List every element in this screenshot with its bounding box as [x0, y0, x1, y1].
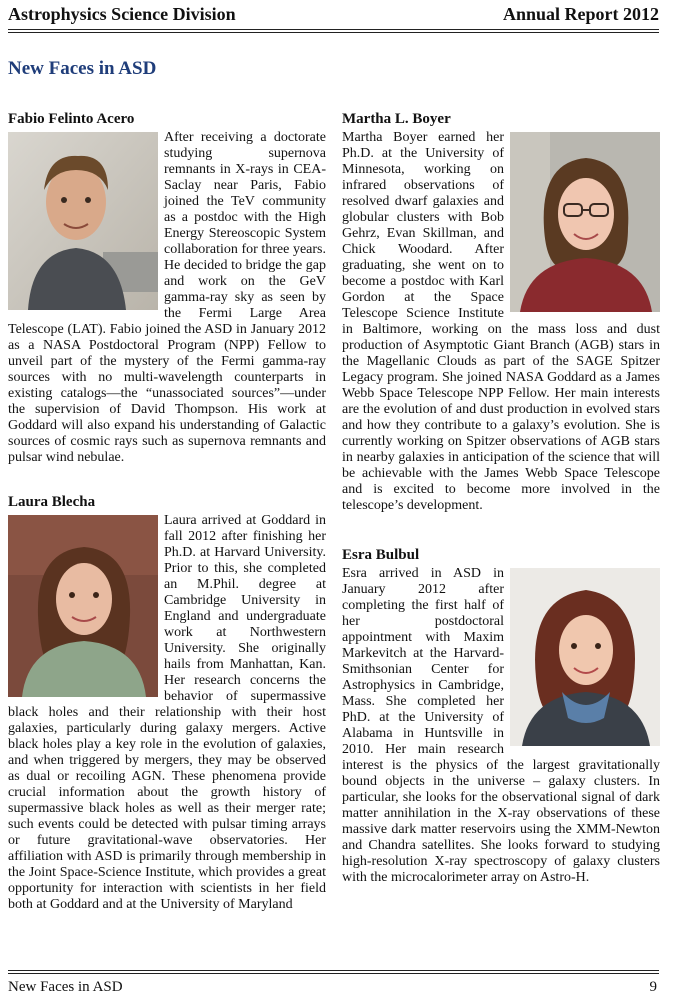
page-number: 9 — [649, 979, 657, 995]
person-name: Laura Blecha — [8, 494, 96, 510]
profile-bulbul — [342, 546, 660, 886]
header-rule-secondary — [8, 32, 659, 33]
person-bio: After receiving a doctorate studying supernova remnants in X-rays in CEA-Saclay near Paris, Fabio joined the TeV community as a postdoc with the High Energy Stereoscopic System collaboration for three years. He decided to bridge the gap and work on the GeV gamma-ray sky as seen by the Fermi Large Area Telescope (LAT). Fabio joined the ASD in January 2012 as a NASA Postdoctoral Program (NPP) Fellow to unveil part of the mystery of the Fermi gamma-ray sources with no multi-wavelength counterparts in existing catalogs—the “unassociated sources”—under the supervision of David Thompson. His work at Goddard will also expand his understanding of Galactic sources of cosmic rays such as supernova remnants and pulsar wind nebulae. — [8, 130, 326, 465]
portrait-photo — [510, 568, 660, 746]
running-header-title: Astrophysics Science Division — [8, 4, 236, 24]
footer-rule — [8, 970, 659, 971]
running-header-report: Annual Report 2012 — [502, 4, 659, 24]
person-name: Fabio Felinto Acero — [8, 111, 135, 127]
person-bio: Martha Boyer earned her Ph.D. at the University of Minnesota, working on infrared observations of resolved dwarf galaxies and globular clusters with Bob Gehrz, Evan Skillman, and Chick Woodard. After graduating, she went on to become a postdoc with Karl Gordon at the Space Telescope Science Institute in Baltimore, working on the mass loss and dust production of Asymptotic Giant Branch (AGB) stars in the Magellanic Clouds as part of the SAGE Spitzer Legacy program. She joined NASA Goddard as a James Webb Space Telescope NPP Fellow. Her main interests are the evolution of and dust production in evolved stars and how they contribute to a galaxy’s evolution. She is currently working on Spitzer observations of AGB stars in nearby galaxies in anticipation of the science that will be achievable with the James Webb Space Telescope and is excited to become more involved in the telescope’s development. — [342, 130, 660, 513]
person-name: Esra Bulbul — [342, 547, 420, 563]
person-bio: Esra arrived in ASD in January 2012 after completing the first half of her postdoctoral appointment with Maxim Markevitch at the Harvard-Smithsonian Center for Astrophysics in Cambridge, Mass. She completed her PhD. at the University of Alabama in Huntsville in 2010. Her main research interest is the physics of the largest gravitationally bound objects in the universe – galaxy clusters. In particular, she looks for the observational signal of dark matter annihilation in the X-ray observations of these massive dark matter reservoirs using the XMM-Newton and Chandra satellites. She looks forward to studying high-resolution X-ray spectroscopy of galaxy clusters with the microcalorimeter array on Astro-H. — [342, 566, 660, 885]
portrait-photo — [8, 515, 158, 697]
person-name: Martha L. Boyer — [342, 111, 451, 127]
portrait-photo — [8, 132, 158, 310]
footer-section-label: New Faces in ASD — [8, 979, 123, 995]
person-bio: Laura arrived at Goddard in fall 2012 after finishing her Ph.D. at Harvard University. Prior to this, she completed an M.Phil. degree at Cambridge University in England and undergraduate work at Northwestern University. She originally hails from Manhattan, Kan. Her research concerns the behavior of supermassive black holes and their relationship with their host galaxies, particularly during galaxy mergers. Active black holes play a key role in the evolution of galaxies, and when triggered by mergers, they may be observed as dual or recoiling AGN. These phenomena provide crucial information about the growth history of supermassive black holes as well as their merger rate; such events could be detected with pulsar timing arrays or future gravitational-wave observatories. Her affiliation with ASD is primarily through membership in the Joint Space-Science Institute, which provides a great opportunity for interaction with scientists in her field both at Goddard and at the University of Maryland — [8, 513, 326, 912]
portrait-photo — [510, 132, 660, 312]
footer-rule-secondary — [8, 973, 659, 974]
section-title: New Faces in ASD — [8, 58, 157, 79]
profile-blecha — [8, 493, 326, 913]
header-rule — [8, 29, 659, 30]
profile-acero — [8, 110, 326, 466]
profile-boyer — [342, 110, 660, 514]
